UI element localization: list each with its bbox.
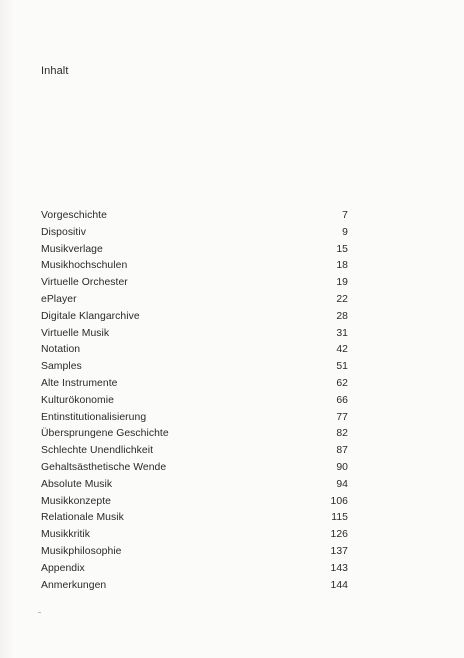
toc-entry-title: Relationale Musik — [41, 512, 124, 524]
toc-entry-title: Gehaltsästhetische Wende — [41, 461, 167, 473]
toc-entry-title: Schlechte Unendlichkeit — [41, 445, 154, 457]
toc-entry-title: Virtuelle Orchester — [41, 277, 128, 289]
toc-entry-page: 115 — [331, 512, 348, 524]
toc-entry — [41, 477, 348, 494]
toc-entry-page: 82 — [336, 428, 348, 440]
toc-entry-page: 9 — [342, 226, 348, 238]
toc-entry-title: Übersprungene Geschichte — [41, 428, 169, 440]
toc-entry — [41, 309, 348, 326]
toc-entry-page: 66 — [336, 394, 348, 406]
toc-entry-title: Samples — [41, 361, 82, 373]
toc-entry-page: 77 — [336, 411, 348, 423]
toc-entry-title: Digitale Klangarchive — [41, 310, 140, 322]
page-title: Inhalt — [41, 65, 69, 77]
toc-entry — [41, 494, 348, 511]
toc-entry-page: 62 — [336, 377, 348, 389]
toc-entry-title: Alte Instrumente — [41, 377, 118, 389]
toc-entry — [41, 208, 348, 225]
toc-entry-page: 143 — [330, 562, 348, 574]
toc-entry-page: 87 — [336, 445, 348, 457]
toc-entry — [41, 393, 348, 410]
toc-entry-page: 94 — [336, 478, 348, 490]
toc-entry — [41, 376, 348, 393]
toc-entry-title: Notation — [41, 344, 81, 356]
toc-entry-page: 22 — [336, 293, 348, 305]
toc-entry-page: 126 — [330, 529, 348, 541]
toc-entry-page: 19 — [336, 277, 348, 289]
toc-entry-title: Appendix — [41, 562, 85, 574]
toc-entry-page: 137 — [330, 545, 348, 557]
toc-entry-page: 28 — [336, 310, 348, 322]
toc-entry — [41, 527, 348, 544]
toc-entry — [41, 359, 348, 376]
toc-entry-page: 51 — [336, 361, 348, 373]
table-of-contents — [41, 208, 348, 594]
toc-entry-title: Musikhochschulen — [41, 260, 128, 272]
toc-entry — [41, 275, 348, 292]
toc-entry-page: 106 — [330, 495, 348, 507]
toc-entry-title: Musikkritik — [41, 529, 91, 541]
toc-entry — [41, 342, 348, 359]
toc-entry-title: Vorgeschichte — [41, 210, 107, 221]
toc-entry — [41, 326, 348, 343]
toc-entry-page: 15 — [336, 243, 348, 255]
toc-entry — [41, 561, 348, 578]
toc-entry-page: 31 — [336, 327, 348, 339]
toc-entry — [41, 426, 348, 443]
toc-entry-title: Musikkonzepte — [41, 495, 111, 507]
toc-entry — [41, 225, 348, 242]
toc-entry — [41, 258, 348, 275]
toc-entry-title: Absolute Musik — [41, 478, 113, 490]
toc-entry-page: 90 — [336, 461, 348, 473]
toc-entry-title: Entinstitutionalisierung — [41, 411, 147, 423]
toc-entry-page: 7 — [342, 210, 348, 221]
toc-entry-title: Musikphilosophie — [41, 545, 122, 557]
toc-entry — [41, 443, 348, 460]
toc-entry — [41, 242, 348, 259]
toc-entry — [41, 578, 348, 595]
toc-entry-title: ePlayer — [41, 293, 77, 305]
toc-entry — [41, 460, 348, 477]
toc-entry — [41, 292, 348, 309]
toc-entry-page: 144 — [330, 579, 348, 591]
toc-entry-title: Musikverlage — [41, 243, 103, 255]
toc-entry — [41, 510, 348, 527]
print-speck — [38, 612, 41, 613]
toc-entry-page: 18 — [336, 260, 348, 272]
toc-entry — [41, 410, 348, 427]
toc-entry-page: 42 — [336, 344, 348, 356]
toc-entry-title: Anmerkungen — [41, 579, 107, 591]
toc-entry-title: Dispositiv — [41, 226, 86, 238]
toc-entry-title: Virtuelle Musik — [41, 327, 110, 339]
toc-entry-title: Kulturökonomie — [41, 394, 114, 406]
toc-entry — [41, 544, 348, 561]
